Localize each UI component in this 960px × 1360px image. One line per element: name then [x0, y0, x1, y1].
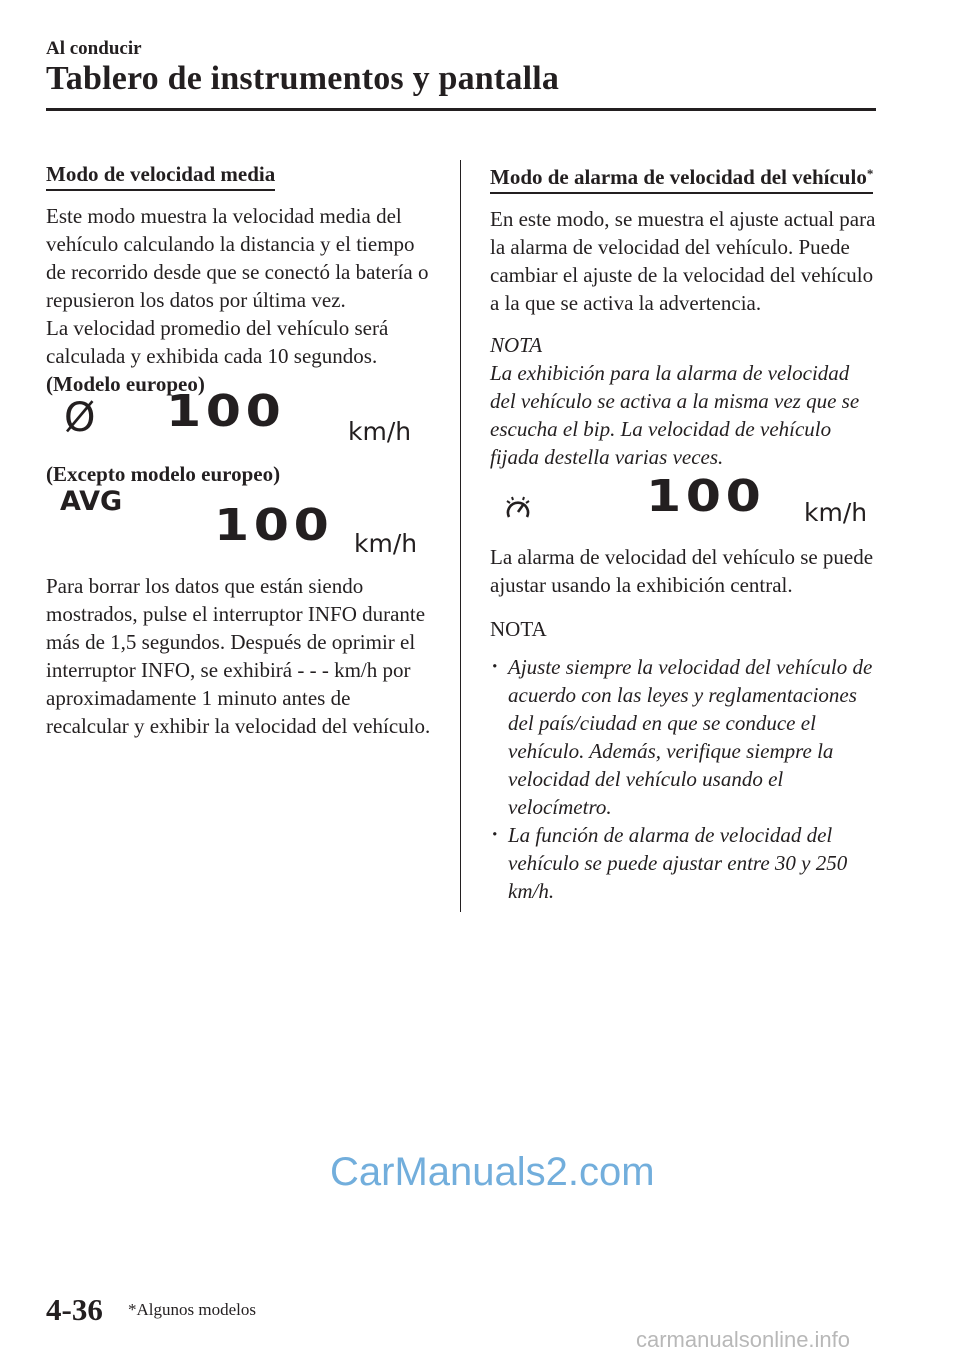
- footnote: *Algunos modelos: [128, 1300, 256, 1319]
- nota-label: NOTA: [490, 333, 543, 357]
- reset-instructions: Para borrar los datos que están siendo mostrados, pulse el interruptor INFO durante más de 1,5 segundos. Después de oprimir el interruptor INFO, se exhibirá - - - km/h por aproximadamente 1 minuto antes de recalcular y exhibir la velocidad del vehículo.: [46, 574, 431, 738]
- page-title: Tablero de instrumentos y pantalla: [46, 60, 560, 97]
- speed-alarm-icon: [504, 495, 532, 523]
- left-column: [46, 160, 436, 740]
- display-unit: km/h: [354, 529, 418, 558]
- watermark-text: carmanualsonline.info: [636, 1327, 851, 1352]
- display-unit: km/h: [804, 498, 868, 527]
- average-speed-description: Este modo muestra la velocidad media del vehículo calculando la distancia y el tiempo de recorrido desde que se conectó la batería o repusieron los datos por última vez.: [46, 204, 429, 312]
- display-speed-value: 100: [214, 500, 334, 551]
- column-divider: [460, 160, 461, 912]
- european-model-label: (Modelo europeo): [46, 372, 205, 396]
- european-average-speed-display: [46, 386, 436, 460]
- section-label: Al conducir: [46, 38, 142, 59]
- speed-alarm-description: En este modo, se muestra el ajuste actual para la alarma de velocidad del vehículo. Puede cambiar el ajuste de la velocidad del vehículo a la que se activa la advertencia.: [490, 207, 876, 315]
- footnote-marker: *: [866, 166, 874, 181]
- speed-alarm-display: [490, 471, 880, 543]
- nota-text: La exhibición para la alarma de velocidad del vehículo se activa a la misma vez que se escucha el bip. La velocidad de vehículo fijada destella varias veces.: [490, 361, 860, 469]
- display-unit: km/h: [348, 417, 412, 446]
- average-speed-update-note: La velocidad promedio del vehículo será calculada y exhibida cada 10 segundos.: [46, 316, 389, 368]
- non-european-average-speed-display: [46, 488, 436, 572]
- page-number: 4-36: [46, 1292, 103, 1327]
- nota-label: NOTA: [490, 617, 547, 641]
- display-speed-value: 100: [166, 386, 286, 437]
- nota-list: [490, 653, 880, 905]
- non-european-model-label: (Excepto modelo europeo): [46, 462, 281, 486]
- right-column: [490, 160, 880, 905]
- header-rule: [46, 108, 876, 111]
- average-symbol-icon: Ø: [64, 395, 96, 441]
- average-speed-heading: Modo de velocidad media: [46, 160, 436, 188]
- list-item: · La función de alarma de velocidad del vehículo se puede ajustar entre 30 y 250 km/h.: [490, 821, 880, 905]
- central-display-note: La alarma de velocidad del vehículo se puede ajustar usando la exhibición central.: [490, 545, 874, 597]
- avg-symbol-icon: AVG: [60, 486, 123, 517]
- speed-alarm-heading: Modo de alarma de velocidad del vehículo*: [490, 160, 880, 191]
- list-item: · Ajuste siempre la velocidad del vehículo de acuerdo con las leyes y reglamentaciones del país/ciudad en que se conduce el vehículo. Además, verifique siempre la velocidad del vehículo usando el velocímetro.: [490, 653, 880, 821]
- display-speed-value: 100: [646, 471, 766, 522]
- watermark-logo: CarManuals2.com: [330, 1150, 655, 1194]
